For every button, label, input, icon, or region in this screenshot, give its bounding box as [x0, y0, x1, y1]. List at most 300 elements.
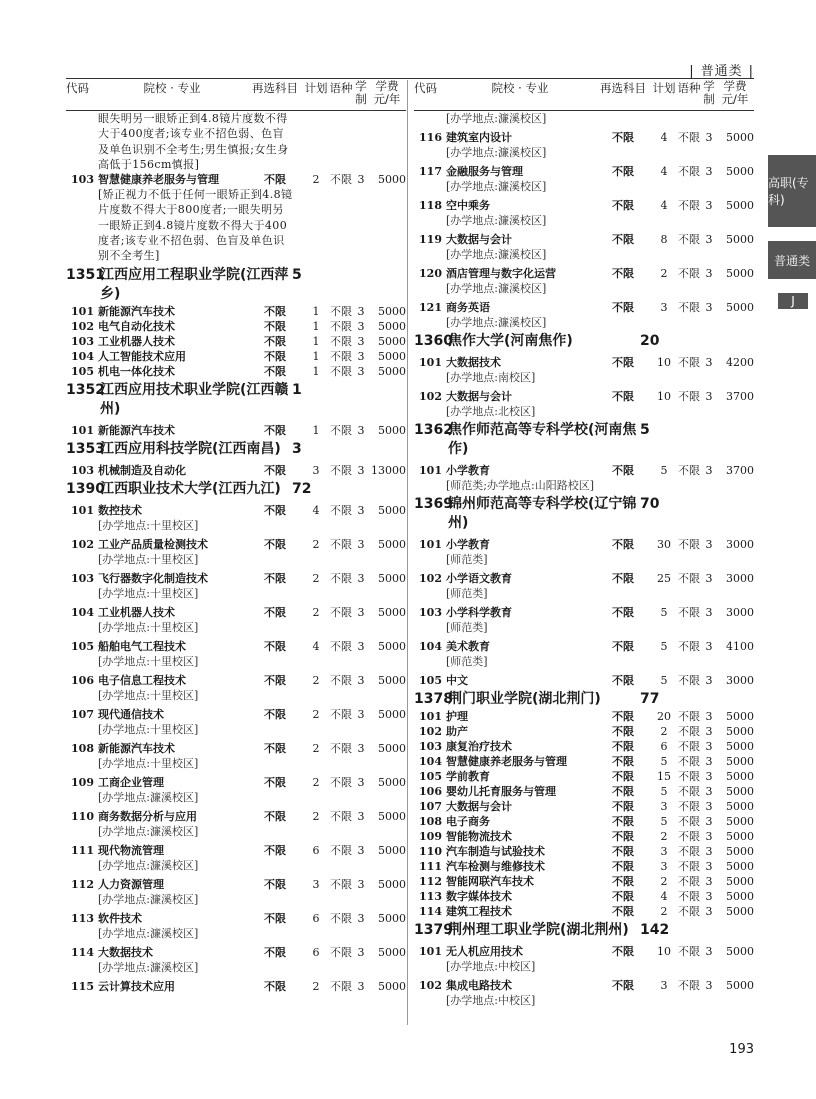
- major-subject: 不限: [612, 674, 634, 687]
- major-code: 111: [71, 843, 94, 857]
- major-note: [办学地点:十里校区]: [98, 756, 199, 770]
- table-row: [414, 266, 754, 281]
- table-row: [66, 877, 406, 892]
- major-subject: 不限: [612, 606, 634, 619]
- school-heading: [66, 440, 406, 459]
- major-language: 不限: [678, 815, 700, 828]
- major-fee: 5000: [378, 639, 406, 653]
- major-plan: 30: [657, 538, 671, 551]
- major-name: 商务英语: [446, 301, 490, 314]
- major-name: 商务数据分析与应用: [98, 809, 197, 823]
- table-row: [414, 389, 754, 404]
- table-row: [66, 463, 406, 478]
- major-subject: 不限: [264, 707, 286, 721]
- major-language: 不限: [330, 463, 352, 477]
- major-duration: 3: [705, 464, 713, 477]
- major-fee: 5000: [378, 605, 406, 619]
- school-code: 1378: [414, 691, 453, 707]
- major-language: 不限: [678, 131, 700, 144]
- table-row: [414, 605, 754, 620]
- header-code: 代码: [414, 81, 437, 95]
- major-code: 115: [71, 979, 94, 993]
- major-plan: 5: [660, 815, 668, 828]
- major-duration: 3: [705, 710, 713, 723]
- major-fee: 5000: [726, 785, 754, 798]
- major-plan: 25: [657, 572, 671, 585]
- major-duration: 3: [705, 845, 713, 858]
- major-duration: 3: [705, 785, 713, 798]
- major-name: 小学教育: [446, 538, 490, 551]
- major-code: 102: [419, 572, 442, 585]
- major-code: 104: [71, 605, 94, 619]
- major-subject: 不限: [612, 267, 634, 280]
- major-name: 工商企业管理: [98, 775, 164, 789]
- major-name: 机电一体化技术: [98, 364, 175, 378]
- major-note: [办学地点:濂溪校区]: [98, 824, 199, 838]
- major-fee: 5000: [378, 173, 406, 187]
- major-duration: 3: [705, 674, 713, 687]
- major-language: 不限: [330, 639, 352, 653]
- major-language: 不限: [330, 334, 352, 348]
- major-note: [办学地点:北校区]: [446, 405, 536, 418]
- major-fee: 5000: [726, 710, 754, 723]
- major-fee: 5000: [378, 911, 406, 925]
- major-language: 不限: [678, 572, 700, 585]
- major-code: 113: [71, 911, 94, 925]
- major-plan: 6: [312, 945, 320, 959]
- major-duration: 3: [705, 905, 713, 918]
- major-name: 现代通信技术: [98, 707, 164, 721]
- major-duration: 3: [357, 673, 365, 687]
- major-name: 现代物流管理: [98, 843, 164, 857]
- header-category-tag: | 普通类 |: [689, 60, 754, 79]
- major-language: 不限: [330, 775, 352, 789]
- major-language: 不限: [678, 390, 700, 403]
- major-subject: 不限: [612, 390, 634, 403]
- major-subject: 不限: [612, 890, 634, 903]
- major-name: 金融服务与管理: [446, 165, 523, 178]
- table-row: [414, 300, 754, 315]
- major-duration: 3: [705, 538, 713, 551]
- major-name: 云计算技术应用: [98, 979, 175, 993]
- table-row: [414, 571, 754, 586]
- major-code: 113: [419, 890, 442, 903]
- major-subject: 不限: [264, 843, 286, 857]
- school-heading: [414, 921, 754, 940]
- major-language: 不限: [678, 830, 700, 843]
- major-code: 102: [71, 319, 94, 333]
- major-plan: 2: [312, 173, 320, 187]
- major-name: 人工智能技术应用: [98, 349, 186, 363]
- continued-note: [办学地点:濂溪校区]: [446, 112, 547, 125]
- major-name: 工业机器人技术: [98, 334, 175, 348]
- major-code: 116: [419, 131, 442, 144]
- major-fee: 3000: [726, 538, 754, 551]
- major-note: [办学地点:濂溪校区]: [446, 180, 547, 193]
- major-language: 不限: [330, 503, 352, 517]
- major-duration: 3: [705, 199, 713, 212]
- major-plan: 2: [312, 707, 320, 721]
- major-duration: 3: [705, 979, 713, 992]
- major-code: 107: [71, 707, 94, 721]
- school-heading: [414, 690, 754, 709]
- major-fee: 3700: [726, 464, 754, 477]
- table-row: [66, 911, 406, 926]
- school-name: 荆州理工职业学院(湖北荆州): [448, 922, 629, 938]
- major-plan: 6: [660, 740, 668, 753]
- major-fee: 5000: [726, 845, 754, 858]
- major-subject: 不限: [612, 785, 634, 798]
- major-note: [办学地点:濂溪校区]: [98, 790, 199, 804]
- major-language: 不限: [330, 349, 352, 363]
- major-code: 105: [71, 364, 94, 378]
- top-rule: [66, 78, 754, 79]
- school-plan: 5: [640, 422, 650, 438]
- major-subject: 不限: [264, 775, 286, 789]
- major-language: 不限: [678, 890, 700, 903]
- major-fee: 5000: [378, 775, 406, 789]
- header-subject: 再选科目: [252, 81, 298, 95]
- major-fee: 5000: [726, 770, 754, 783]
- major-plan: 3: [660, 800, 668, 813]
- major-name: 集成电路技术: [446, 979, 512, 992]
- major-duration: 3: [705, 945, 713, 958]
- major-code: 110: [71, 809, 94, 823]
- major-subject: 不限: [264, 423, 286, 437]
- major-duration: 3: [705, 770, 713, 783]
- major-name: 智能网联汽车技术: [446, 875, 534, 888]
- major-plan: 10: [657, 356, 671, 369]
- major-fee: 3000: [726, 606, 754, 619]
- major-plan: 1: [312, 364, 320, 378]
- major-subject: 不限: [264, 503, 286, 517]
- major-plan: 2: [312, 809, 320, 823]
- major-note: [办学地点:濂溪校区]: [98, 926, 199, 940]
- major-subject: 不限: [612, 945, 634, 958]
- major-code: 111: [419, 860, 442, 873]
- major-plan: 3: [660, 979, 668, 992]
- major-note: [办学地点:十里校区]: [98, 722, 199, 736]
- header-lang: 语种: [329, 81, 353, 95]
- major-name: 电子信息工程技术: [98, 673, 186, 687]
- major-code: 104: [71, 349, 94, 363]
- right-column: [414, 80, 754, 1008]
- side-tab-level: 高职(专科): [768, 155, 816, 227]
- major-name: 数字媒体技术: [446, 890, 512, 903]
- school-plan: 70: [640, 496, 660, 512]
- table-row: [414, 799, 754, 814]
- table-row: [66, 172, 406, 187]
- major-name: 中文: [446, 674, 468, 687]
- major-note: [办学地点:中校区]: [446, 994, 536, 1007]
- major-subject: 不限: [264, 945, 286, 959]
- major-name: 新能源汽车技术: [98, 423, 175, 437]
- major-fee: 5000: [378, 319, 406, 333]
- major-subject: 不限: [264, 605, 286, 619]
- major-name: 护理: [446, 710, 468, 723]
- major-subject: 不限: [264, 979, 286, 993]
- major-code: 110: [419, 845, 442, 858]
- major-duration: 3: [705, 860, 713, 873]
- major-plan: 4: [660, 131, 668, 144]
- major-language: 不限: [678, 770, 700, 783]
- school-code: 1390: [66, 480, 105, 497]
- major-name: 船舶电气工程技术: [98, 639, 186, 653]
- major-code: 102: [419, 979, 442, 992]
- major-note: [办学地点:濂溪校区]: [446, 316, 547, 329]
- major-duration: 3: [357, 639, 365, 653]
- major-duration: 3: [357, 945, 365, 959]
- major-language: 不限: [330, 707, 352, 721]
- major-plan: 2: [312, 605, 320, 619]
- table-row: [414, 724, 754, 739]
- header-lang: 语种: [677, 81, 701, 95]
- major-duration: 3: [357, 979, 365, 993]
- major-subject: 不限: [612, 875, 634, 888]
- school-name: 焦作师范高等专科学校(河南焦作): [448, 422, 637, 457]
- school-heading: [66, 381, 406, 419]
- major-duration: 3: [705, 830, 713, 843]
- major-code: 101: [419, 538, 442, 551]
- school-plan: 142: [640, 922, 670, 938]
- major-plan: 2: [312, 673, 320, 687]
- major-language: 不限: [678, 233, 700, 246]
- major-code: 101: [419, 945, 442, 958]
- major-language: 不限: [678, 538, 700, 551]
- major-subject: 不限: [612, 755, 634, 768]
- major-code: 102: [419, 725, 442, 738]
- major-note: [办学地点:濂溪校区]: [446, 214, 547, 227]
- major-language: 不限: [330, 364, 352, 378]
- major-name: 大数据技术: [98, 945, 153, 959]
- major-name: 人力资源管理: [98, 877, 164, 891]
- major-duration: 3: [705, 572, 713, 585]
- school-heading: [414, 421, 754, 459]
- side-tabs: [768, 155, 816, 323]
- major-fee: 5000: [726, 815, 754, 828]
- major-fee: 5000: [378, 503, 406, 517]
- major-fee: 5000: [726, 830, 754, 843]
- major-fee: 5000: [378, 843, 406, 857]
- major-language: 不限: [330, 304, 352, 318]
- major-code: 101: [419, 710, 442, 723]
- major-note: [办学地点:南校区]: [446, 371, 536, 384]
- major-code: 118: [419, 199, 442, 212]
- major-duration: 3: [705, 890, 713, 903]
- major-plan: 6: [312, 843, 320, 857]
- page-number: 193: [729, 1042, 754, 1057]
- major-code: 101: [419, 464, 442, 477]
- major-code: 108: [419, 815, 442, 828]
- major-name: 美术教育: [446, 640, 490, 653]
- major-plan: 1: [312, 423, 320, 437]
- major-language: 不限: [678, 740, 700, 753]
- major-code: 101: [419, 356, 442, 369]
- major-duration: 3: [705, 233, 713, 246]
- major-language: 不限: [678, 845, 700, 858]
- major-name: 电气自动化技术: [98, 319, 175, 333]
- major-subject: 不限: [612, 464, 634, 477]
- major-plan: 10: [657, 945, 671, 958]
- major-name: 汽车制造与试验技术: [446, 845, 545, 858]
- major-subject: 不限: [264, 364, 286, 378]
- major-code: 105: [419, 674, 442, 687]
- side-tab-letter: J: [778, 293, 808, 309]
- table-row: [66, 979, 406, 994]
- major-subject: 不限: [612, 710, 634, 723]
- major-plan: 15: [657, 770, 671, 783]
- major-language: 不限: [678, 725, 700, 738]
- major-duration: 3: [357, 537, 365, 551]
- header-code: 代码: [66, 81, 89, 95]
- major-name: 智慧健康养老服务与管理: [98, 173, 219, 187]
- major-note: [办学地点:十里校区]: [98, 688, 199, 702]
- table-row: [414, 978, 754, 993]
- header-name: 院校 · 专业: [143, 81, 201, 95]
- major-code: 121: [419, 301, 442, 314]
- major-subject: 不限: [612, 860, 634, 873]
- major-duration: 3: [705, 301, 713, 314]
- major-fee: 5000: [378, 741, 406, 755]
- table-row: [66, 741, 406, 756]
- major-language: 不限: [330, 843, 352, 857]
- major-fee: 5000: [726, 945, 754, 958]
- major-name: 建筑工程技术: [446, 905, 512, 918]
- major-plan: 4: [660, 199, 668, 212]
- major-code: 105: [419, 770, 442, 783]
- major-language: 不限: [330, 809, 352, 823]
- major-code: 103: [71, 173, 94, 187]
- school-name: 江西应用科技学院(江西南昌): [100, 440, 281, 457]
- major-subject: 不限: [612, 165, 634, 178]
- major-name: 无人机应用技术: [446, 945, 523, 958]
- major-duration: 3: [357, 349, 365, 363]
- major-note: [师范类]: [446, 587, 488, 600]
- major-name: 小学教育: [446, 464, 490, 477]
- major-name: 小学语文教育: [446, 572, 512, 585]
- major-plan: 1: [312, 319, 320, 333]
- major-fee: 5000: [726, 301, 754, 314]
- major-name: 新能源汽车技术: [98, 741, 175, 755]
- major-subject: 不限: [612, 830, 634, 843]
- major-fee: 5000: [378, 334, 406, 348]
- major-duration: 3: [357, 809, 365, 823]
- major-fee: 5000: [726, 800, 754, 813]
- major-duration: 3: [705, 875, 713, 888]
- major-subject: 不限: [612, 905, 634, 918]
- major-fee: 4100: [726, 640, 754, 653]
- major-code: 101: [71, 304, 94, 318]
- major-subject: 不限: [612, 356, 634, 369]
- major-duration: 3: [705, 725, 713, 738]
- major-duration: 3: [357, 605, 365, 619]
- major-fee: 5000: [378, 364, 406, 378]
- header-subject: 再选科目: [600, 81, 646, 95]
- major-name: 智慧健康养老服务与管理: [446, 755, 567, 768]
- school-name: 荆门职业学院(湖北荆门): [448, 691, 601, 707]
- table-row: [66, 673, 406, 688]
- major-code: 106: [71, 673, 94, 687]
- table-row: [414, 859, 754, 874]
- major-fee: 5000: [378, 809, 406, 823]
- school-code: 1352: [66, 381, 105, 398]
- major-code: 117: [419, 165, 442, 178]
- table-row: [66, 605, 406, 620]
- header-name: 院校 · 专业: [491, 81, 549, 95]
- major-code: 103: [419, 606, 442, 619]
- table-row: [66, 319, 406, 334]
- major-code: 101: [71, 423, 94, 437]
- major-duration: 3: [357, 911, 365, 925]
- major-language: 不限: [330, 423, 352, 437]
- major-subject: 不限: [612, 740, 634, 753]
- major-plan: 5: [660, 606, 668, 619]
- major-code: 114: [71, 945, 94, 959]
- major-plan: 2: [660, 830, 668, 843]
- major-language: 不限: [330, 537, 352, 551]
- major-subject: 不限: [612, 301, 634, 314]
- major-plan: 3: [312, 463, 320, 477]
- major-name: 大数据与会计: [446, 233, 512, 246]
- major-subject: 不限: [264, 173, 286, 187]
- major-note: [办学地点:濂溪校区]: [446, 248, 547, 261]
- major-fee: 5000: [378, 537, 406, 551]
- major-plan: 2: [312, 537, 320, 551]
- major-code: 108: [71, 741, 94, 755]
- major-fee: 5000: [378, 304, 406, 318]
- major-name: 工业产品质量检测技术: [98, 537, 208, 551]
- major-note: [办学地点:十里校区]: [98, 586, 199, 600]
- school-name: 江西职业技术大学(江西九江): [100, 480, 281, 497]
- school-plan: 20: [640, 333, 660, 349]
- header-fee: 学费元/年: [373, 79, 401, 106]
- major-plan: 3: [660, 301, 668, 314]
- major-subject: 不限: [612, 770, 634, 783]
- major-duration: 3: [357, 707, 365, 721]
- school-code: 1369: [414, 496, 453, 512]
- table-row: [414, 164, 754, 179]
- table-row: [66, 349, 406, 364]
- major-plan: 1: [312, 304, 320, 318]
- major-fee: 5000: [726, 199, 754, 212]
- major-plan: 3: [312, 877, 320, 891]
- table-row: [66, 364, 406, 379]
- table-row: [414, 944, 754, 959]
- major-duration: 3: [357, 463, 365, 477]
- major-note: [办学地点:濂溪校区]: [98, 960, 199, 974]
- table-row: [414, 639, 754, 654]
- table-row: [414, 673, 754, 688]
- major-language: 不限: [678, 464, 700, 477]
- side-tab-category: 普通类: [768, 241, 816, 279]
- major-subject: 不限: [264, 741, 286, 755]
- major-name: 助产: [446, 725, 468, 738]
- major-code: 103: [71, 571, 94, 585]
- major-plan: 5: [660, 785, 668, 798]
- table-row: [414, 198, 754, 213]
- major-fee: 5000: [726, 905, 754, 918]
- table-row: [414, 814, 754, 829]
- major-name: 电子商务: [446, 815, 490, 828]
- major-plan: 5: [660, 674, 668, 687]
- major-note: [办学地点:十里校区]: [98, 654, 199, 668]
- major-note: [办学地点:濂溪校区]: [446, 146, 547, 159]
- major-language: 不限: [678, 606, 700, 619]
- major-fee: 4200: [726, 356, 754, 369]
- major-code: 106: [419, 785, 442, 798]
- major-duration: 3: [705, 390, 713, 403]
- table-row: [414, 754, 754, 769]
